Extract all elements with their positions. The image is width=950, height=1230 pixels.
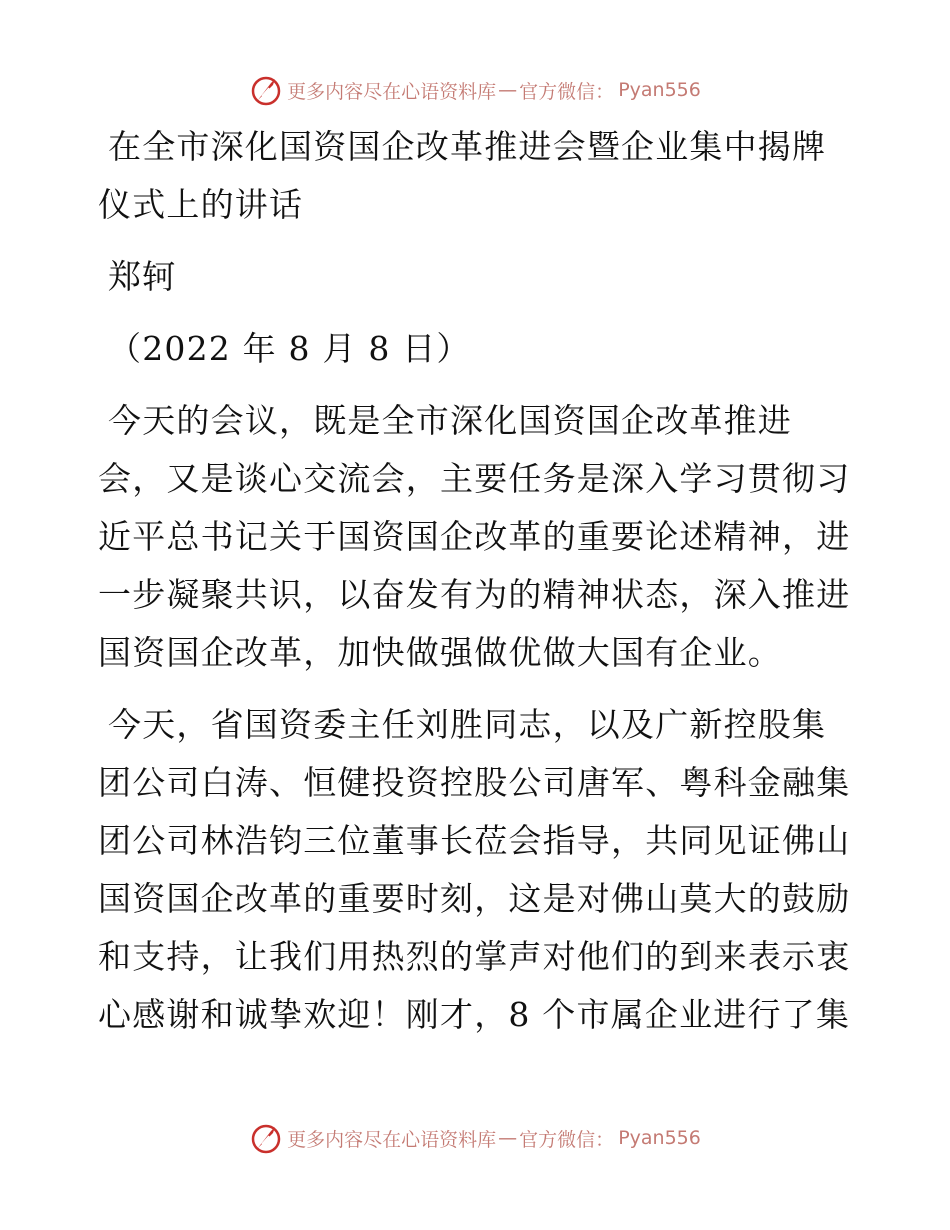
watermark-wechat-label: 官方微信： [519,80,615,103]
quill-pen-logo-icon [249,73,283,107]
document-date: （2022 年 8 月 8 日） [108,329,471,368]
footer-watermark [0,1118,950,1158]
document-author: 郑轲 [108,257,177,296]
watermark-dash: — [498,79,518,101]
watermark-main-text: 更多内容尽在心语资料库 [287,80,497,103]
header-watermark [0,70,950,110]
watermark-dash: — [498,1127,518,1149]
watermark-wechat-label: 官方微信： [519,1128,615,1151]
watermark-main-text: 更多内容尽在心语资料库 [287,1128,497,1151]
document-body [98,118,858,1058]
paragraph: 今天，省国资委主任刘胜同志，以及广新控股集团公司白涛、恒健投资控股公司唐军、粤科金融集团公司林浩钧三位董事长莅会指导，共同见证佛山国资国企改革的重要时刻，这是对佛山莫大的鼓励和支持，让我们用热烈的掌声对他们的到来表示衷心感谢和诚挚欢迎！刚才，8 个市属企业进行了集 [98,705,851,1034]
watermark-wechat-id: Pyan556 [618,79,701,101]
watermark-wechat-id: Pyan556 [618,1127,701,1149]
paragraph: 今天的会议，既是全市深化国资国企改革推进会，又是谈心交流会，主要任务是深入学习贯彻习近平总书记关于国资国企改革的重要论述精神，进一步凝聚共识，以奋发有为的精神状态，深入推进国资国企改革，加快做强做优做大国有企业。 [98,401,851,672]
document-title: 在全市深化国资国企改革推进会暨企业集中揭牌仪式上的讲话 [98,127,827,224]
quill-pen-logo-icon [249,1121,283,1155]
